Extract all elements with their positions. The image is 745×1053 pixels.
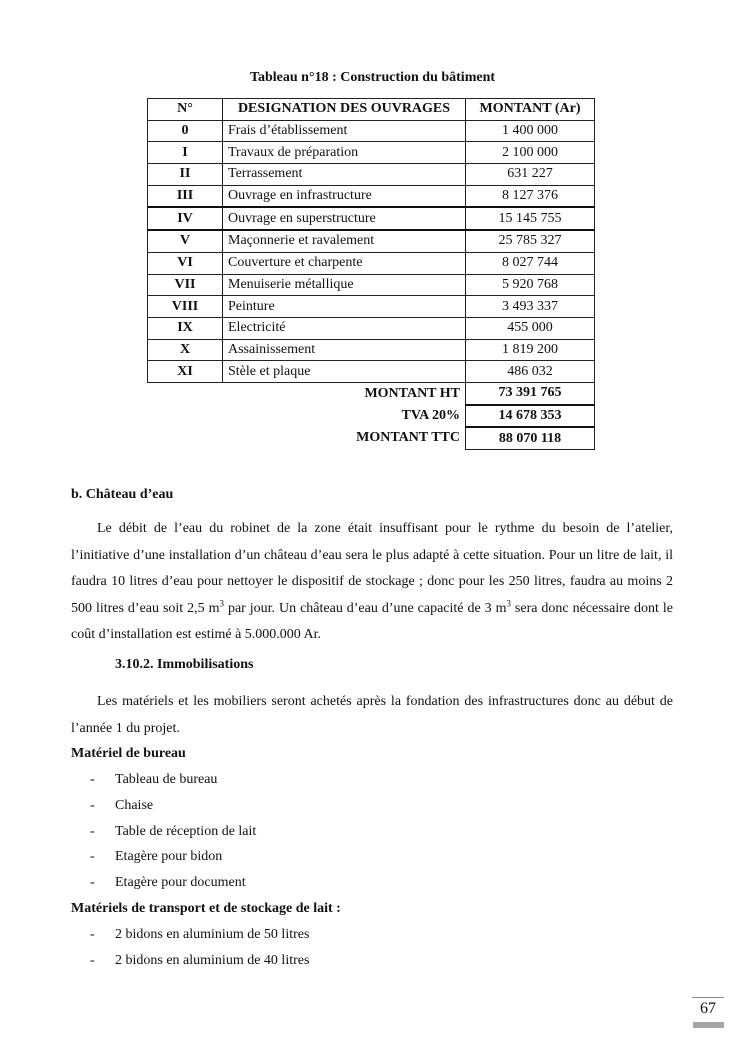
- list-item: [90, 767, 256, 793]
- row-montant: 5 920 768: [466, 274, 595, 296]
- list-item: [90, 948, 309, 974]
- page-number: 67: [692, 997, 724, 1018]
- row-designation: Assainissement: [223, 339, 466, 361]
- header-montant: MONTANT (Ar): [466, 99, 595, 121]
- table-row: [148, 252, 595, 274]
- row-designation: Stèle et plaque: [223, 361, 466, 383]
- superscript: 3: [219, 597, 224, 608]
- row-montant: 1 819 200: [466, 339, 595, 361]
- table-row: [148, 207, 595, 230]
- total-row-ht: [148, 382, 595, 404]
- list-item-text: Table de réception de lait: [115, 823, 257, 839]
- list-item-text: Tableau de bureau: [115, 772, 218, 787]
- row-num: VIII: [148, 296, 223, 318]
- table-row: [148, 296, 595, 318]
- row-montant: 15 145 755: [466, 207, 595, 230]
- row-num: VII: [148, 274, 223, 296]
- row-num: II: [148, 164, 223, 186]
- list-materiel-bureau: [90, 767, 256, 896]
- list-title-materiel-transport: Matériels de transport et de stockage de lait :: [71, 901, 341, 916]
- row-designation: Terrassement: [223, 164, 466, 186]
- row-montant: 8 127 376: [466, 185, 595, 207]
- row-designation: Peinture: [223, 296, 466, 318]
- list-item-text: Etagère pour bidon: [115, 849, 223, 865]
- row-num: IX: [148, 317, 223, 339]
- table-caption: Tableau n°18 : Construction du bâtiment: [249, 70, 496, 85]
- row-montant: 25 785 327: [466, 230, 595, 252]
- row-montant: 1 400 000: [466, 120, 595, 142]
- table-row: [148, 185, 595, 207]
- row-montant: 486 032: [466, 361, 595, 383]
- bullet-dash: -: [90, 927, 95, 942]
- row-montant: 2 100 000: [466, 142, 595, 164]
- table-row: [148, 361, 595, 383]
- row-num: X: [148, 339, 223, 361]
- row-designation: Maçonnerie et ravalement: [223, 230, 466, 252]
- superscript: 3: [506, 597, 511, 608]
- total-value: 88 070 118: [466, 427, 595, 449]
- list-item: [90, 793, 256, 819]
- paragraph-immobilisations: Les matériels et les mobiliers seront achetés après la fondation des infrastructures donc au début de l’année 1 du projet.: [71, 694, 673, 736]
- table-row: [148, 339, 595, 361]
- row-num: I: [148, 142, 223, 164]
- header-designation: DESIGNATION DES OUVRAGES: [223, 99, 466, 121]
- row-montant: 631 227: [466, 164, 595, 186]
- total-row-ttc: [148, 427, 595, 449]
- row-designation: Travaux de préparation: [223, 142, 466, 164]
- table-row: [148, 142, 595, 164]
- list-item: [90, 922, 309, 948]
- construction-table: [147, 98, 595, 450]
- header-num: N°: [148, 99, 223, 121]
- row-montant: 8 027 744: [466, 252, 595, 274]
- total-label: MONTANT TTC: [356, 430, 460, 446]
- list-materiel-transport: [90, 922, 309, 974]
- total-label: MONTANT HT: [364, 385, 460, 401]
- list-item-text: 2 bidons en aluminium de 40 litres: [115, 952, 310, 968]
- paragraph-text: sera donc nécessaire dont le coût d’installation est estimé à 5.000.000 Ar.: [71, 600, 674, 642]
- row-num: 0: [148, 120, 223, 142]
- list-item: [90, 819, 256, 845]
- paragraph-text: Le débit de l’eau du robinet de la zone était insuffisant pour le rythme du besoin de l’atelier, l’initiative d’une installation d’un château d’eau sera le plus adapté à cette situation. Pour un litre de lait, il faudra 10 litres d’eau pour nettoyer le dispositif de stockage ; donc pour les 250 litres, faudra au moins 2 500 litres d’eau soit 2,5 m: [71, 521, 673, 616]
- total-row-tva: [148, 405, 595, 428]
- row-montant: 455 000: [466, 317, 595, 339]
- table-row: [148, 120, 595, 142]
- table-header-row: [148, 99, 595, 121]
- list-item-text: 2 bidons en aluminium de 50 litres: [115, 927, 310, 942]
- list-item: [90, 870, 256, 896]
- bullet-dash: -: [90, 849, 95, 865]
- row-designation: Ouvrage en superstructure: [223, 207, 466, 230]
- row-designation: Couverture et charpente: [223, 252, 466, 274]
- bullet-dash: -: [90, 797, 95, 813]
- row-num: VI: [148, 252, 223, 274]
- list-item: [90, 844, 256, 870]
- bullet-dash: -: [90, 875, 95, 891]
- row-num: XI: [148, 361, 223, 383]
- total-label: TVA 20%: [401, 407, 460, 423]
- bullet-dash: -: [90, 952, 95, 968]
- row-num: IV: [148, 207, 223, 230]
- list-title-materiel-bureau: Matériel de bureau: [71, 746, 186, 761]
- row-num: III: [148, 185, 223, 207]
- section-heading-chateau-eau: b. Château d’eau: [71, 487, 174, 502]
- paragraph-text: par jour. Un château d’eau d’une capacité de 3 m: [223, 600, 507, 616]
- bullet-dash: -: [90, 772, 95, 787]
- row-designation: Ouvrage en infrastructure: [223, 185, 466, 207]
- page-number-bar: [693, 1022, 724, 1028]
- subsection-heading-immobilisations: 3.10.2. Immobilisations: [115, 657, 254, 672]
- list-item-text: Chaise: [115, 797, 154, 813]
- row-designation: Menuiserie métallique: [223, 274, 466, 296]
- row-montant: 3 493 337: [466, 296, 595, 318]
- bullet-dash: -: [90, 823, 95, 839]
- paragraph-chateau-eau: [71, 516, 673, 649]
- list-item-text: Etagère pour document: [115, 875, 246, 891]
- total-value: 14 678 353: [466, 405, 595, 428]
- table-row: [148, 274, 595, 296]
- table-row: [148, 164, 595, 186]
- total-value: 73 391 765: [466, 382, 595, 404]
- row-designation: Electricité: [223, 317, 466, 339]
- table-row: [148, 230, 595, 252]
- row-num: V: [148, 230, 223, 252]
- table-row: [148, 317, 595, 339]
- row-designation: Frais d’établissement: [223, 120, 466, 142]
